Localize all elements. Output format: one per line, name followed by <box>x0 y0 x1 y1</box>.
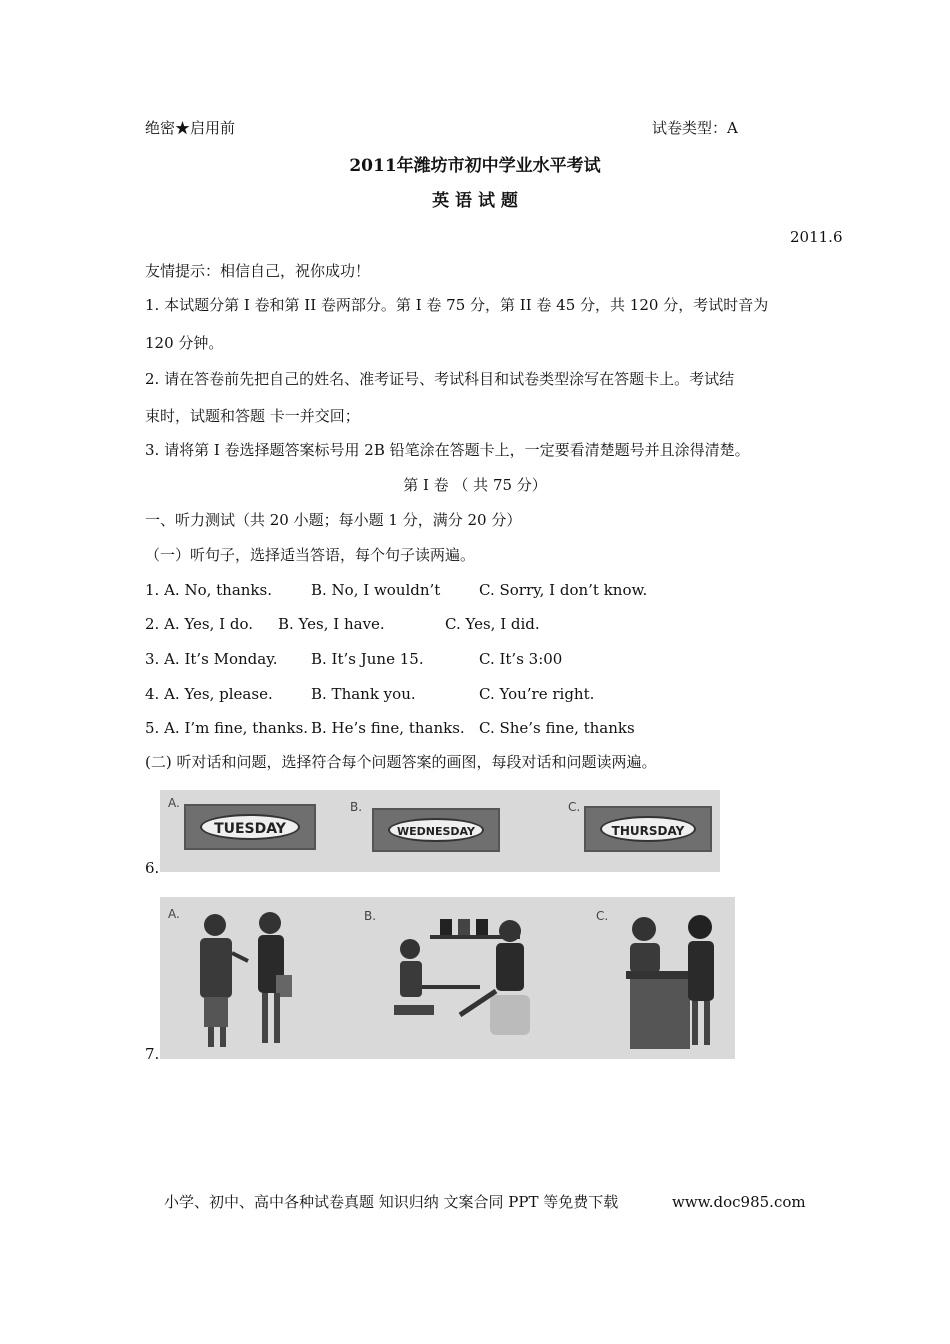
instruction-line-3: 2. 请在答卷前先把自己的姓名、准考证号、考试科目和试卷类型涂写在答题卡上。考试结 <box>145 370 735 388</box>
paper-type-label: 试卷类型：A <box>652 119 738 137</box>
option-b: B. He’s fine, thanks. <box>311 719 465 737</box>
section-title: 第 I 卷 （ 共 75 分） <box>403 476 547 494</box>
option-a-label: A. <box>168 796 180 810</box>
option-b: B. Thank you. <box>311 685 416 703</box>
footer-text: 小学、初中、高中各种试卷真题 知识归纳 文案合同 PPT 等免费下载 <box>164 1193 619 1211</box>
option-a: 2. A. Yes, I do. <box>145 615 253 633</box>
question-7-number: 7. <box>145 1045 160 1063</box>
question-row <box>145 684 795 704</box>
option-c: C. It’s 3:00 <box>479 650 563 668</box>
instruction-line-1: 1. 本试题分第 I 卷和第 II 卷两部分。第 I 卷 75 分，第 II 卷 45 分，共 120 分，考试时音为 <box>145 296 769 314</box>
exam-date: 2011.6 <box>790 228 843 246</box>
option-b: B. It’s June 15. <box>311 650 424 668</box>
instruction-line-4: 束时，试题和答题 卡一并交回； <box>145 407 360 425</box>
sign-text: WEDNESDAY <box>388 818 484 842</box>
two-women-talking-picture <box>180 905 310 1055</box>
question-7-image <box>160 897 735 1059</box>
option-b: B. Yes, I have. <box>278 615 385 633</box>
option-c: C. You’re right. <box>479 685 595 703</box>
sign-text: THURSDAY <box>600 816 696 842</box>
tuesday-sign <box>184 804 316 850</box>
option-a: 5. A. I’m fine, thanks. <box>145 719 309 737</box>
question-6-number: 6. <box>145 859 160 877</box>
confidential-label: 绝密★启用前 <box>145 119 236 137</box>
option-c-label: C. <box>568 800 581 814</box>
sign-text: TUESDAY <box>200 814 300 840</box>
question-row <box>145 718 795 738</box>
option-b: B. No, I wouldn’t <box>311 581 441 599</box>
option-c: C. She’s fine, thanks <box>479 719 635 737</box>
question-6-image <box>160 790 720 872</box>
option-c: C. Sorry, I don’t know. <box>479 581 648 599</box>
shop-counter-picture <box>604 905 734 1055</box>
question-row <box>145 614 795 634</box>
wednesday-sign <box>372 808 500 852</box>
question-row <box>145 649 795 669</box>
option-a: 4. A. Yes, please. <box>145 685 273 703</box>
option-a: 1. A. No, thanks. <box>145 581 272 599</box>
exam-subtitle: 英 语 试 题 <box>432 191 518 211</box>
part1-title: 一、听力测试（共 20 小题；每小题 1 分，满分 20 分） <box>145 511 522 529</box>
part1-sub1: （一）听句子，选择适当答语，每个句子读两遍。 <box>145 546 476 564</box>
shoe-store-picture <box>380 905 550 1055</box>
option-a-label: A. <box>168 907 180 921</box>
instruction-line-5: 3. 请将第 I 卷选择题答案标号用 2B 铅笔涂在答题卡上，一定要看清楚题号并且涂得清楚。 <box>145 441 750 459</box>
footer-url[interactable]: www.doc985.com <box>672 1193 806 1211</box>
part1-sub2: (二) 听对话和问题，选择符合每个问题答案的画图，每段对话和问题读两遍。 <box>145 753 657 771</box>
instruction-line-2: 120 分钟。 <box>145 334 224 352</box>
option-b-label: B. <box>364 909 377 923</box>
question-row <box>145 580 795 600</box>
exam-title: 2011年潍坊市初中学业水平考试 <box>349 156 601 176</box>
option-c-label: C. <box>596 909 609 923</box>
tip-line: 友情提示：相信自己，祝你成功！ <box>145 262 371 280</box>
thursday-sign <box>584 806 712 852</box>
option-b-label: B. <box>350 800 363 814</box>
option-c: C. Yes, I did. <box>445 615 540 633</box>
option-a: 3. A. It’s Monday. <box>145 650 278 668</box>
